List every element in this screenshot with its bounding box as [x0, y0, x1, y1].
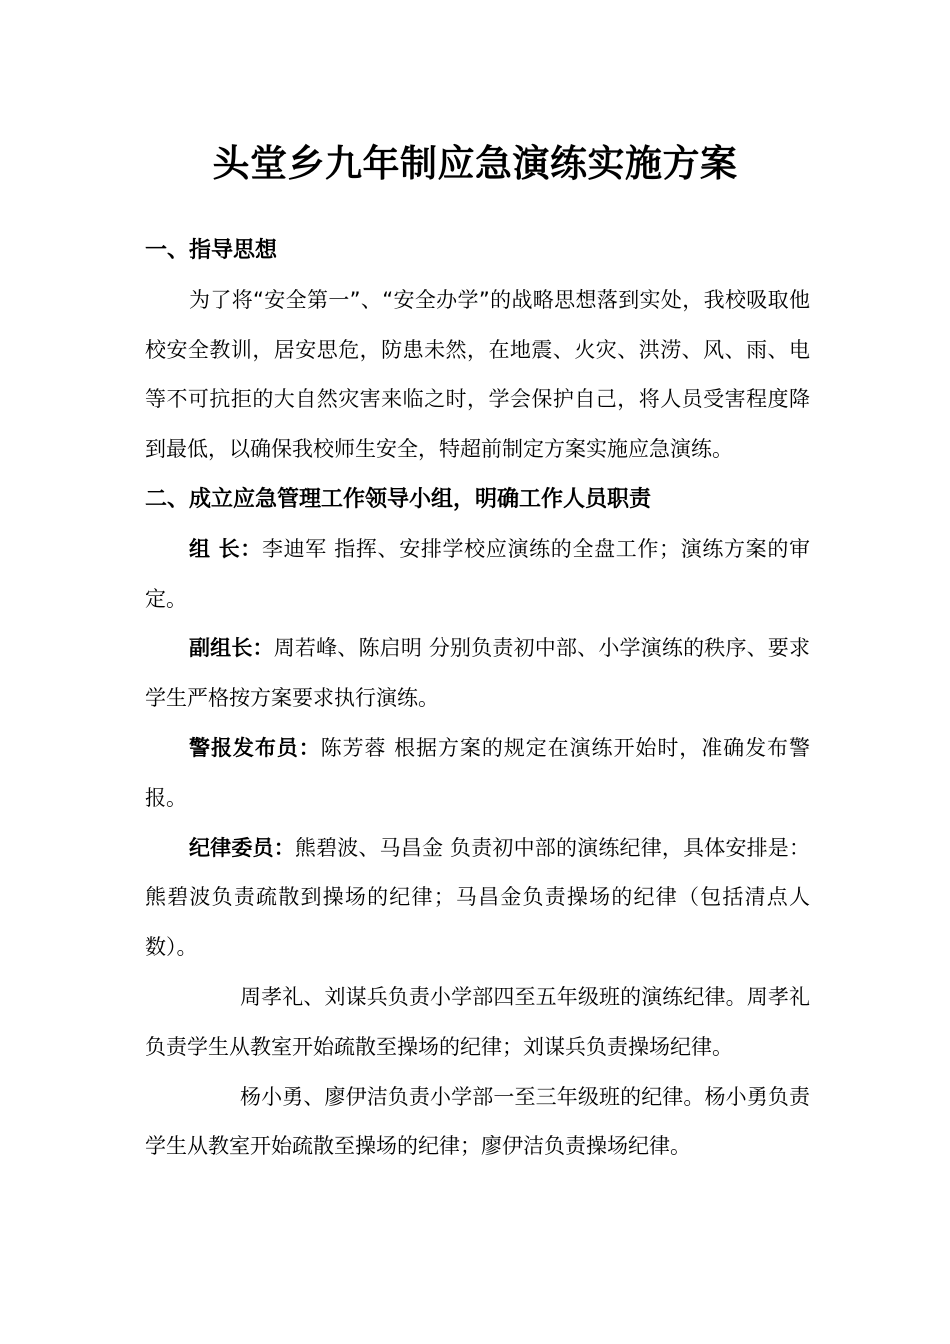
role-text-discipline-officer: 熊碧波、马昌金 负责初中部的演练纪律，具体安排是：熊碧波负责疏散到操场的纪律；马昌金负责操场的纪律（包括清点人数）。 — [145, 835, 810, 960]
role-text-alarm-officer: 陈芳蓉 根据方案的规定在演练开始时，准确发布警报。 — [145, 735, 810, 810]
section-heading-leadership-group: 二、成立应急管理工作领导小组，明确工作人员职责 — [145, 486, 652, 512]
document-title: 头堂乡九年制应急演练实施方案 — [212, 142, 738, 185]
discipline-paragraph-grades-4-5: 周孝礼、刘谋兵负责小学部四至五年级班的演练纪律。周孝礼负责学生从教室开始疏散至操场的纪律；刘谋兵负责操场纪律。 — [145, 984, 810, 1059]
role-label-deputy-leader: 副组长： — [189, 636, 274, 661]
document-body — [145, 226, 810, 1172]
guiding-ideology-paragraph: 为了将“安全第一”、“安全办学”的战略思想落到实处，我校吸取他校安全教训，居安思危，防患未然，在地震、火灾、洪涝、风、雨、电等不可抗拒的大自然灾害来临之时，学会保护自己，将人员受害程度降到最低，以确保我校师生安全，特超前制定方案实施应急演练。 — [145, 287, 810, 462]
role-paragraph-leader — [145, 525, 810, 625]
section-heading-guiding-ideology: 一、指导思想 — [145, 238, 278, 263]
role-paragraph-deputy-leader — [145, 624, 810, 724]
role-label-discipline-officer: 纪律委员： — [189, 835, 295, 860]
role-paragraph-discipline-officer — [145, 824, 810, 973]
role-label-leader: 组 长： — [189, 536, 262, 561]
discipline-paragraph-grades-1-3: 杨小勇、廖伊洁负责小学部一至三年级班的纪律。杨小勇负责学生从教室开始疏散至操场的纪律；廖伊洁负责操场纪律。 — [145, 1084, 810, 1159]
role-text-leader: 李迪军 指挥、安排学校应演练的全盘工作；演练方案的审定。 — [145, 536, 810, 611]
role-text-deputy-leader: 周若峰、陈启明 分别负责初中部、小学演练的秩序、要求学生严格按方案要求执行演练。 — [145, 636, 810, 711]
role-label-alarm-officer: 警报发布员： — [189, 735, 321, 760]
role-paragraph-alarm-officer — [145, 724, 810, 824]
